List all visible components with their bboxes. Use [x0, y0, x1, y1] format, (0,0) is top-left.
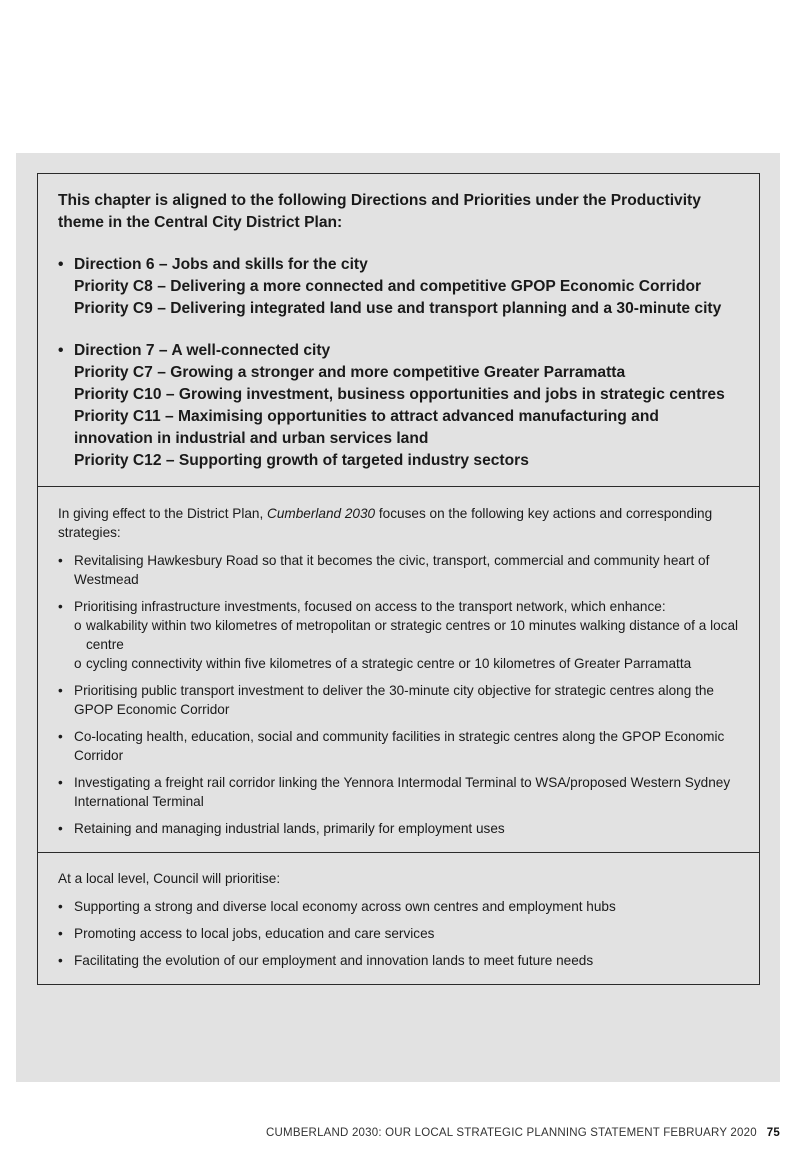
- direction-6-item: [58, 254, 739, 320]
- key-action-text: Investigating a freight rail corridor linking the Yennora Intermodal Terminal to WSA/proposed Western Sydney International Terminal: [74, 775, 731, 809]
- local-priorities-section: [38, 852, 759, 984]
- local-priority-text: Facilitating the evolution of our employment and innovation lands to meet future needs: [74, 953, 594, 968]
- sub-item: [74, 616, 739, 654]
- sub-item: [74, 654, 739, 673]
- direction-7-item: [58, 340, 739, 472]
- key-actions-intro: [58, 504, 739, 542]
- bullet-icon: •: [58, 729, 63, 744]
- key-action-item: [58, 727, 739, 765]
- key-action-text: Retaining and managing industrial lands, primarily for employment uses: [74, 821, 505, 836]
- footer-title: CUMBERLAND 2030: OUR LOCAL STRATEGIC PLANNING STATEMENT FEBRUARY 2020: [266, 1127, 757, 1139]
- bullet-icon: •: [58, 953, 63, 968]
- priority-item: Priority C12 – Supporting growth of targeted industry sectors: [74, 452, 529, 469]
- key-action-text: Revitalising Hawkesbury Road so that it becomes the civic, transport, commercial and community heart of Westmead: [74, 553, 710, 587]
- key-action-item: [58, 597, 739, 673]
- intro-prefix: In giving effect to the District Plan,: [58, 506, 268, 521]
- content-box: [37, 173, 760, 985]
- bullet-icon: •: [58, 775, 63, 790]
- key-action-item: [58, 819, 739, 838]
- priority-item: Priority C7 – Growing a stronger and more competitive Greater Parramatta: [74, 364, 626, 381]
- key-action-item: [58, 681, 739, 719]
- local-priority-text: Supporting a strong and diverse local economy across own centres and employment hubs: [74, 899, 616, 914]
- page-number: 75: [766, 1127, 780, 1139]
- priority-item: Priority C9 – Delivering integrated land use and transport planning and a 30-minute city: [74, 300, 722, 317]
- sub-item-text: cycling connectivity within five kilometres of a strategic centre or 10 kilometres of Greater Parramatta: [86, 656, 692, 671]
- key-action-item: [58, 551, 739, 589]
- bullet-icon: •: [58, 553, 63, 568]
- direction-title: Direction 7 – A well-connected city: [74, 342, 331, 359]
- alignment-section: [38, 174, 759, 486]
- sub-bullet-icon: o: [74, 656, 82, 671]
- bullet-icon: •: [58, 683, 63, 698]
- local-priority-item: [58, 897, 739, 916]
- bullet-icon: •: [58, 342, 64, 359]
- key-action-text: Co-locating health, education, social and community facilities in strategic centres along the GPOP Economic Corridor: [74, 729, 725, 763]
- sub-item-text: walkability within two kilometres of metropolitan or strategic centres or 10 minutes walking distance of a local centre: [86, 618, 739, 652]
- key-action-text: Prioritising public transport investment to deliver the 30-minute city objective for strategic centres along the GPOP Economic Corridor: [74, 683, 714, 717]
- bullet-icon: •: [58, 899, 63, 914]
- bullet-icon: •: [58, 599, 63, 614]
- key-action-text: Prioritising infrastructure investments, focused on access to the transport network, which enhance:: [74, 599, 666, 614]
- page-footer: [266, 1127, 780, 1139]
- bullet-icon: •: [58, 821, 63, 836]
- key-actions-section: [38, 486, 759, 852]
- priority-item: Priority C8 – Delivering a more connected and competitive GPOP Economic Corridor: [74, 278, 702, 295]
- document-title: Cumberland 2030: [267, 506, 376, 521]
- intro-suffix: focuses on the following key actions and corresponding strategies:: [58, 506, 713, 540]
- sub-bullet-icon: o: [74, 618, 82, 633]
- direction-title: Direction 6 – Jobs and skills for the city: [74, 256, 368, 273]
- priority-item: Priority C11 – Maximising opportunities to attract advanced manufacturing and innovation in industrial and urban services land: [74, 408, 659, 447]
- bullet-icon: •: [58, 256, 64, 273]
- local-priority-item: [58, 924, 739, 943]
- local-priority-item: [58, 951, 739, 970]
- local-priorities-intro: At a local level, Council will prioritise:: [58, 871, 281, 886]
- local-priority-text: Promoting access to local jobs, education and care services: [74, 926, 435, 941]
- bullet-icon: •: [58, 926, 63, 941]
- alignment-intro: This chapter is aligned to the following Directions and Priorities under the Productivity theme in the Central City District Plan:: [58, 192, 701, 231]
- key-action-item: [58, 773, 739, 811]
- priority-item: Priority C10 – Growing investment, business opportunities and jobs in strategic centres: [74, 386, 725, 403]
